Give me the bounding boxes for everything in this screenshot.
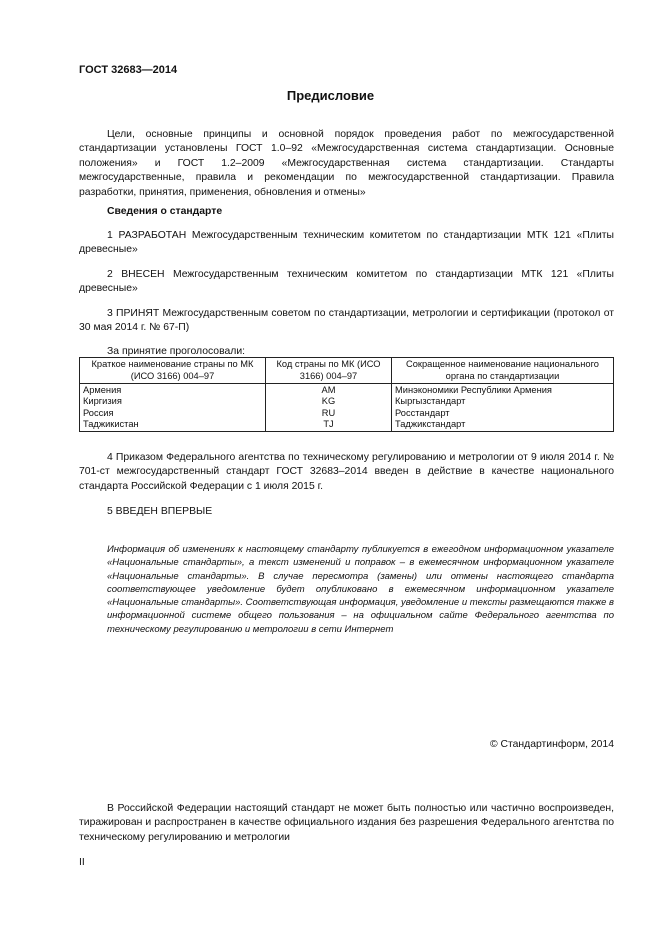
body-cell: Росстандарт <box>392 408 614 419</box>
country-cell: Армения <box>80 384 266 397</box>
column-header-code: Код страны по МК (ИСО 3166) 004–97 <box>266 358 392 384</box>
item-adopted: 3 ПРИНЯТ Межгосударственным советом по стандартизации, метрологии и сертификации (протокол от 30 мая 2014 г. № 67-П) <box>79 308 614 334</box>
code-cell: KG <box>266 396 392 407</box>
document-code-header: ГОСТ 32683—2014 <box>79 64 178 76</box>
page-title: Предисловие <box>286 88 375 103</box>
table-row <box>80 396 614 407</box>
page-number: II <box>79 857 85 868</box>
voting-countries-table <box>79 357 614 432</box>
info-heading: Сведения о стандарте <box>107 206 223 217</box>
item-introduced: 2 ВНЕСЕН Межгосударственным техническим комитетом по стандартизации МТК 121 «Плиты древесные» <box>79 269 614 295</box>
table-header-row <box>80 358 614 384</box>
code-cell: RU <box>266 408 392 419</box>
column-header-body: Сокращенное наименование национального органа по стандартизации <box>392 358 614 384</box>
reproduction-notice: В Российской Федерации настоящий стандарт не может быть полностью или частично воспроизведен, тиражирован и распространен в качестве официального издания без разрешения Федерального агентства по техническому регулированию и метрологии <box>79 803 614 843</box>
intro-paragraph: Цели, основные принципы и основной порядок проведения работ по межгосударственной стандартизации установлены ГОСТ 1.0–92 «Межгосударственная система стандартизации. Основные положения» и ГОСТ 1.2–2009 «Межгосударственная система стандартизации. Стандарты межгосударственные, правила и рекомендации по межгосударственной стандартизации. Правила разработки, принятия, применения, обновления и отмены» <box>79 129 614 198</box>
body-cell: Минэкономики Республики Армения <box>392 384 614 397</box>
body-cell: Таджикстандарт <box>392 419 614 431</box>
column-header-country: Краткое наименование страны по МК (ИСО 3166) 004–97 <box>80 358 266 384</box>
item-developed: 1 РАЗРАБОТАН Межгосударственным техническим комитетом по стандартизации МТК 121 «Плиты древесные» <box>79 230 614 256</box>
table-row <box>80 419 614 431</box>
table-row <box>80 384 614 397</box>
votes-label: За принятие проголосовали: <box>107 346 246 357</box>
country-cell: Таджикистан <box>80 419 266 431</box>
body-cell: Кыргызстандарт <box>392 396 614 407</box>
table-row <box>80 408 614 419</box>
changes-notice: Информация об изменениях к настоящему стандарту публикуется в ежегодном информационном указателе «Национальные стандарты», а текст изменений и поправок – в ежемесячном информационном указателе «Национальные стандарты». В случае пересмотра (замены) или отмены настоящего стандарта соответствующее уведомление будет опубликовано в ежемесячном информационном указателе «Национальные стандарты». Соответствующая информация, уведомление и тексты размещаются также в информационной системе общего пользования – на официальном сайте Федерального агентства по техническому регулированию и метрологии в сети Интернет <box>107 544 614 635</box>
item-first-time: 5 ВВЕДЕН ВПЕРВЫЕ <box>107 506 213 517</box>
country-cell: Киргизия <box>80 396 266 407</box>
item-order: 4 Приказом Федерального агентства по техническому регулированию и метрологии от 9 июля 2014 г. № 701-ст межгосударственный стандарт ГОСТ 32683–2014 введен в действие в качестве национального стандарта Российской Федерации с 1 июля 2015 г. <box>79 452 614 492</box>
country-cell: Россия <box>80 408 266 419</box>
code-cell: AM <box>266 384 392 397</box>
code-cell: TJ <box>266 419 392 431</box>
copyright: © Стандартинформ, 2014 <box>489 739 614 750</box>
